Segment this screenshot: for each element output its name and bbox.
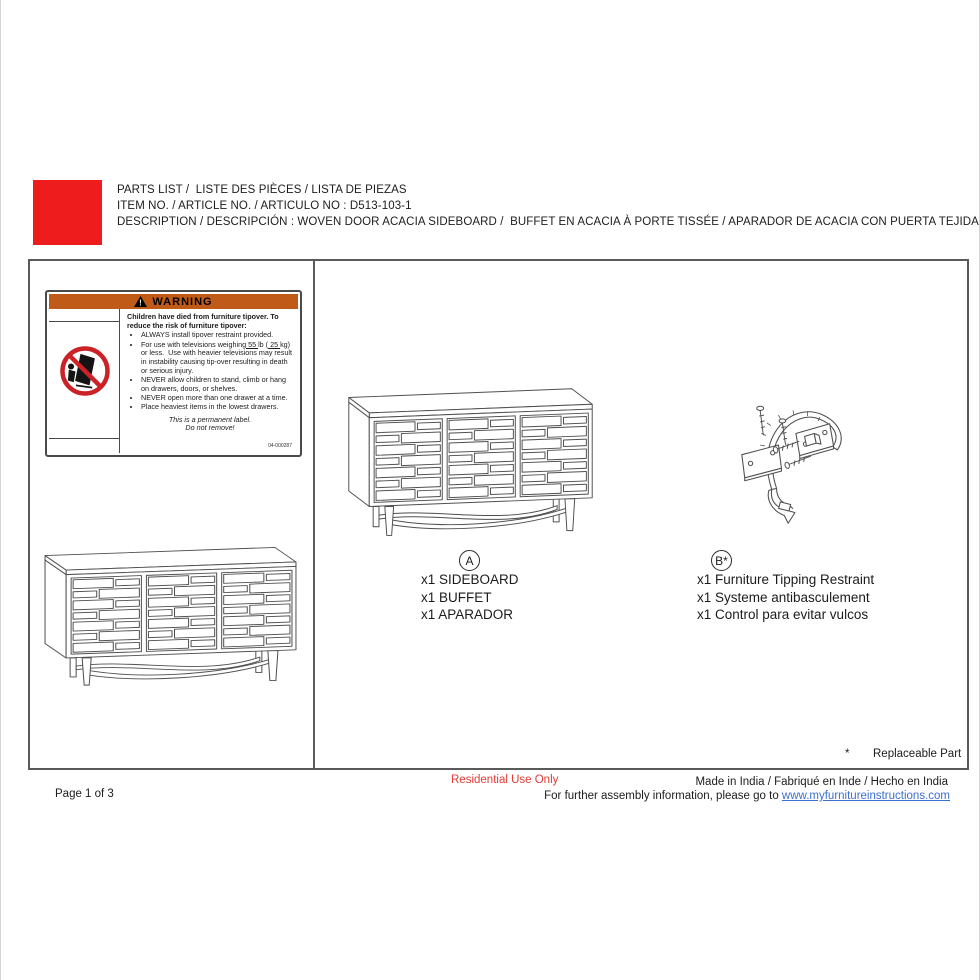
red-color-block bbox=[33, 180, 102, 245]
warning-title: WARNING bbox=[152, 295, 213, 308]
tipover-prohibition-icon bbox=[58, 344, 112, 398]
sideboard-front-drawing bbox=[38, 542, 304, 696]
tipover-warning-label bbox=[45, 290, 302, 457]
part-b-line: x1 Systeme antibasculement bbox=[697, 589, 870, 605]
warning-bullet: • NEVER allow children to stand, climb or hang on drawers, doors, or shelves. bbox=[141, 376, 293, 393]
header-title-block bbox=[117, 182, 979, 230]
part-a-line: x1 BUFFET bbox=[421, 589, 492, 605]
replaceable-label: Replaceable Part bbox=[873, 748, 962, 760]
item-no-line: ITEM NO. / ARTICLE NO. / ARTICULO NO : D513-103-1 bbox=[117, 200, 412, 212]
part-a-letter: A bbox=[465, 553, 474, 568]
page-number: Page 1 of 3 bbox=[55, 788, 114, 800]
part-a-lines bbox=[421, 571, 519, 624]
assembly-info-link[interactable]: www.myfurnitureinstructions.com bbox=[781, 790, 950, 802]
warning-pictogram-cell bbox=[49, 309, 120, 453]
part-b-line: x1 Control para evitar vulcos bbox=[697, 607, 869, 622]
sideboard-perspective-drawing bbox=[342, 383, 600, 547]
label-code: 04-000287 bbox=[268, 443, 292, 450]
assembly-info-note: For further assembly information, please go to www.myfurnitureinstructions.com bbox=[544, 790, 950, 802]
warning-header-bar bbox=[49, 294, 298, 309]
warning-triangle-icon bbox=[134, 296, 147, 307]
warning-bullet: • ALWAYS install tipover restraint provided. bbox=[141, 331, 293, 340]
warning-intro: Children have died from furniture tipover. To reduce the risk of furniture tipover: bbox=[127, 312, 279, 330]
part-b-circle bbox=[711, 550, 732, 571]
page-left-edge bbox=[0, 0, 1, 980]
made-in-note: Made in India / Fabriqué en Inde / Hecho en India bbox=[695, 776, 948, 788]
parts-list-line: PARTS LIST / LISTE DES PIÈCES / LISTA DE PIEZAS bbox=[117, 184, 407, 196]
replaceable-note bbox=[845, 748, 961, 760]
warning-bullet: • NEVER open more than one drawer at a time. bbox=[141, 394, 293, 403]
pictogram-cell-bottom-line bbox=[49, 438, 119, 439]
part-a-line: x1 SIDEBOARD bbox=[421, 572, 519, 587]
description-line: DESCRIPTION / DESCRIPCIÓN : WOVEN DOOR ACACIA SIDEBOARD / BUFFET EN ACACIA À PORTE TISSÉE / APARADOR DE ACACIA CON PUERTA TEJIDA bbox=[117, 216, 979, 228]
part-b-letter: B* bbox=[715, 553, 728, 568]
column-divider bbox=[313, 261, 315, 768]
warning-bullet: • For use with televisions weighing 55 lb ( 25 kg) or less. Use with heavier televisions may result in instability causing tip-over resulting in death or serious injury. bbox=[141, 341, 293, 376]
part-b-lines bbox=[697, 571, 874, 624]
part-a-circle bbox=[459, 550, 480, 571]
warning-bullet-list bbox=[129, 331, 293, 411]
pictogram-cell-top-line bbox=[49, 321, 119, 322]
tipping-restraint-drawing bbox=[737, 394, 877, 526]
svg-text:!: ! bbox=[139, 298, 143, 307]
warning-text-area bbox=[121, 309, 298, 453]
part-a-line: x1 APARADOR bbox=[421, 607, 514, 622]
replaceable-asterisk: * bbox=[845, 748, 850, 760]
residential-use-note: Residential Use Only bbox=[451, 774, 559, 786]
warning-bullet: • Place heaviest items in the lowest drawers. bbox=[141, 403, 293, 412]
part-b-line: x1 Furniture Tipping Restraint bbox=[697, 572, 875, 587]
permanent-label-note: This is a permanent label. Do not remove! bbox=[168, 414, 252, 433]
